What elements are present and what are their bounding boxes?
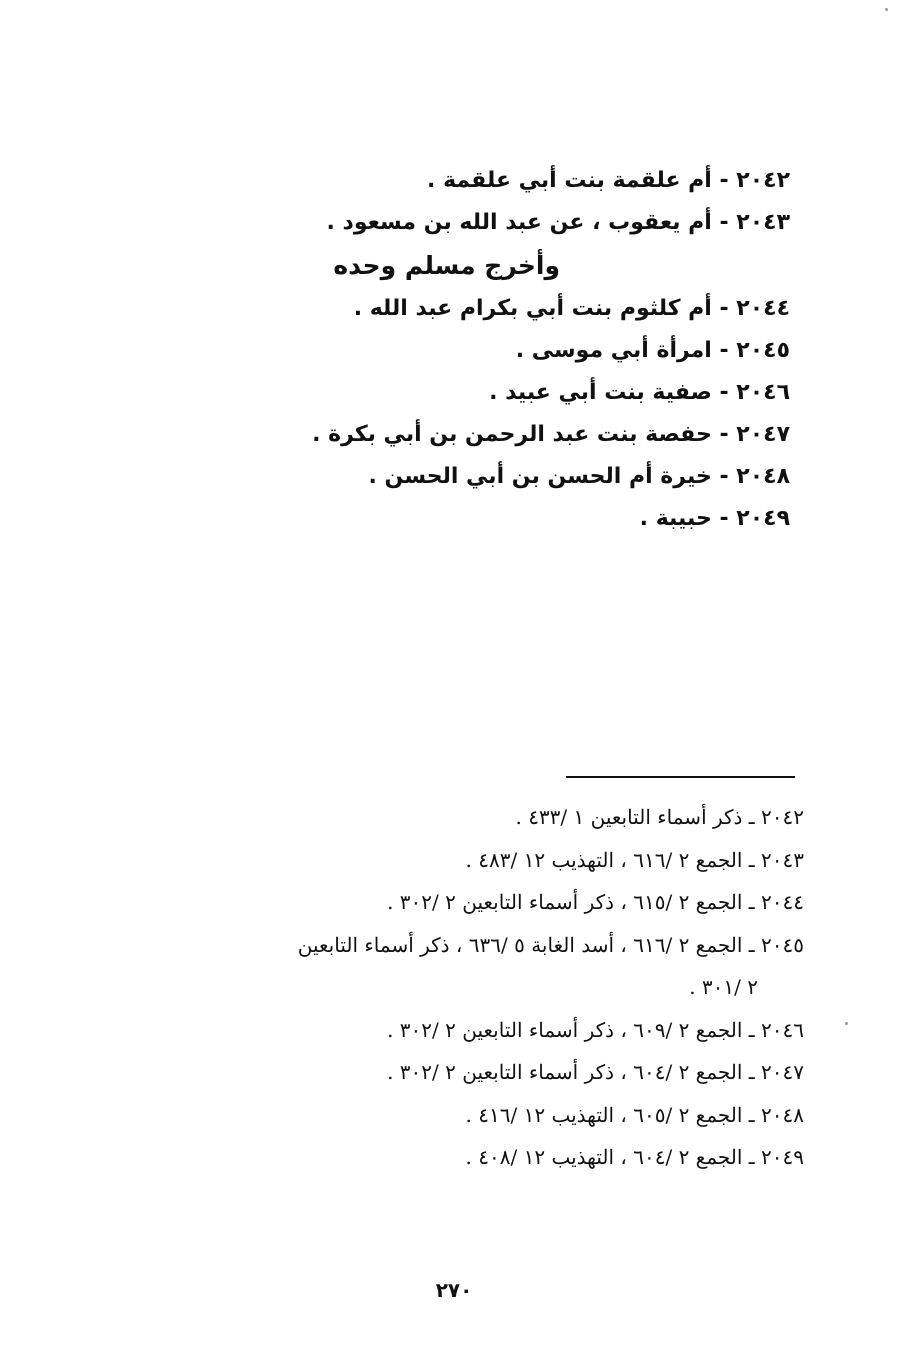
- footnote-2043: ٢٠٤٣ ـ الجمع ٢ /٦١٦ ، التهذيب ١٢ /٤٨٣ .: [465, 847, 804, 872]
- entry-2043: ٢٠٤٣ - أم يعقوب ، عن عبد الله بن مسعود .: [326, 210, 790, 235]
- footnote-divider: [566, 776, 795, 778]
- footnote-2045-continuation: ٢ /٣٠١ .: [689, 975, 758, 999]
- footnote-2044: ٢٠٤٤ ـ الجمع ٢ /٦١٥ ، ذكر أسماء التابعين ٢ /٣٠٢ .: [387, 890, 804, 914]
- footnote-2045: ٢٠٤٥ ـ الجمع ٢ /٦١٦ ، أسد الغابة ٥ /٦٣٦ ، ذكر أسماء التابعين: [297, 932, 804, 957]
- footnote-2049: ٢٠٤٩ ـ الجمع ٢ /٦٠٤ ، التهذيب ١٢ /٤٠٨ .: [465, 1145, 804, 1169]
- footnote-2046: ٢٠٤٦ ـ الجمع ٢ /٦٠٩ ، ذكر أسماء التابعين ٢ /٣٠٢ .: [387, 1017, 804, 1042]
- entry-2046: ٢٠٤٦ - صفية بنت أبي عبيد .: [489, 380, 790, 405]
- footnotes: [124, 796, 804, 1179]
- entry-2045: ٢٠٤٥ - امرأة أبي موسى .: [515, 338, 790, 363]
- footnote-2048: ٢٠٤٨ ـ الجمع ٢ /٦٠٥ ، التهذيب ١٢ /٤١٦ .: [465, 1102, 804, 1127]
- section-heading: وأخرج مسلم وحده: [333, 251, 560, 280]
- scan-speck: [845, 1022, 848, 1025]
- entry-2049: ٢٠٤٩ - حبيبة .: [639, 506, 790, 531]
- footnote-2042: ٢٠٤٢ ـ ذكر أسماء التابعين ١ /٤٣٣ .: [515, 805, 804, 829]
- entry-2047: ٢٠٤٧ - حفصة بنت عبد الرحمن بن أبي بكرة .: [312, 422, 790, 447]
- scan-speck: [885, 8, 888, 11]
- narrator-list: [270, 160, 790, 540]
- page-number: ٢٧٠: [435, 1278, 473, 1302]
- footnote-2047: ٢٠٤٧ ـ الجمع ٢ /٦٠٤ ، ذكر أسماء التابعين ٢ /٣٠٢ .: [387, 1060, 804, 1084]
- entry-2048: ٢٠٤٨ - خيرة أم الحسن بن أبي الحسن .: [368, 464, 790, 489]
- entry-2044: ٢٠٤٤ - أم كلثوم بنت أبي بكرام عبد الله .: [353, 296, 790, 321]
- entry-2042: ٢٠٤٢ - أم علقمة بنت أبي علقمة .: [427, 168, 790, 193]
